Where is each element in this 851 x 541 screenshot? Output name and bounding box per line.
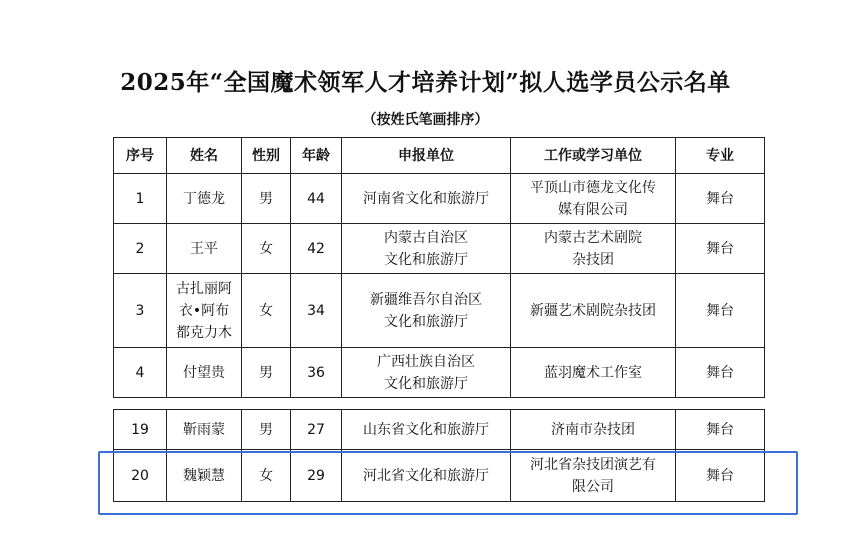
cell-gender: 男	[242, 174, 291, 224]
header-gender: 性别	[242, 138, 291, 174]
cell-apply-unit	[342, 274, 511, 348]
cell-apply-unit: 河北省文化和旅游厅	[342, 450, 511, 502]
cell-work-unit	[511, 224, 676, 274]
apply-line: 文化和旅游厅	[384, 251, 468, 268]
cell-no: 20	[114, 450, 167, 502]
cell-gender: 女	[242, 224, 291, 274]
table-row	[114, 348, 765, 398]
cell-age: 36	[291, 348, 342, 398]
header-work-unit: 工作或学习单位	[511, 138, 676, 174]
header-apply-unit: 申报单位	[342, 138, 511, 174]
name-line: 衣•阿布	[178, 302, 230, 319]
cell-gender: 女	[242, 274, 291, 348]
name-line: 都克力木	[176, 324, 232, 341]
table-header-row	[114, 138, 765, 174]
candidate-table	[113, 137, 765, 398]
table-row	[114, 274, 765, 348]
cell-major: 舞台	[676, 450, 765, 502]
cell-major: 舞台	[676, 274, 765, 348]
cell-name: 丁德龙	[167, 174, 242, 224]
work-line: 限公司	[572, 478, 614, 495]
cell-work-unit	[511, 274, 676, 348]
cell-name	[167, 274, 242, 348]
cell-no: 1	[114, 174, 167, 224]
table-row	[114, 410, 765, 450]
apply-line: 广西壮族自治区	[377, 353, 475, 370]
cell-age: 44	[291, 174, 342, 224]
cell-gender: 女	[242, 450, 291, 502]
work-line: 平顶山市德龙文化传	[530, 179, 656, 196]
cell-no: 4	[114, 348, 167, 398]
header-major: 专业	[676, 138, 765, 174]
work-line: 内蒙古艺术剧院	[544, 229, 642, 246]
cell-name: 魏颖慧	[167, 450, 242, 502]
cell-age: 29	[291, 450, 342, 502]
work-line: 河北省杂技团演艺有	[530, 456, 656, 473]
cell-no: 19	[114, 410, 167, 450]
apply-line: 文化和旅游厅	[384, 375, 468, 392]
cell-apply-unit	[342, 224, 511, 274]
cell-name: 靳雨蒙	[167, 410, 242, 450]
cell-work-unit: 济南市杂技团	[511, 410, 676, 450]
table-row	[114, 224, 765, 274]
work-line: 蓝羽魔术工作室	[544, 364, 642, 381]
table-row	[114, 174, 765, 224]
cell-work-unit	[511, 174, 676, 224]
name-line: 古扎丽阿	[176, 280, 232, 297]
cell-age: 42	[291, 224, 342, 274]
header-age: 年龄	[291, 138, 342, 174]
cell-apply-unit: 山东省文化和旅游厅	[342, 410, 511, 450]
cell-work-unit	[511, 348, 676, 398]
cell-major: 舞台	[676, 224, 765, 274]
highlight-box	[98, 451, 798, 515]
cell-no: 3	[114, 274, 167, 348]
apply-line: 新疆维吾尔自治区	[370, 291, 482, 308]
cell-gender: 男	[242, 348, 291, 398]
header-no: 序号	[114, 138, 167, 174]
cell-age: 27	[291, 410, 342, 450]
page-title: 2025年“全国魔术领军人才培养计划”拟人选学员公示名单	[120, 69, 731, 96]
table-cut-gap	[108, 398, 768, 408]
apply-line: 文化和旅游厅	[384, 313, 468, 330]
header-name: 姓名	[167, 138, 242, 174]
cell-name: 付望贵	[167, 348, 242, 398]
cell-apply-unit	[342, 174, 511, 224]
cell-major: 舞台	[676, 348, 765, 398]
work-line: 新疆艺术剧院杂技团	[530, 302, 656, 319]
cell-age: 34	[291, 274, 342, 348]
page-subtitle: （按姓氏笔画排序）	[362, 112, 489, 128]
apply-line: 河南省文化和旅游厅	[363, 190, 489, 207]
cell-name: 王平	[167, 224, 242, 274]
cell-gender: 男	[242, 410, 291, 450]
work-line: 杂技团	[572, 251, 614, 268]
apply-line: 内蒙古自治区	[384, 229, 468, 246]
cell-major: 舞台	[676, 174, 765, 224]
cell-major: 舞台	[676, 410, 765, 450]
work-line: 媒有限公司	[558, 201, 628, 218]
cell-apply-unit	[342, 348, 511, 398]
cell-no: 2	[114, 224, 167, 274]
